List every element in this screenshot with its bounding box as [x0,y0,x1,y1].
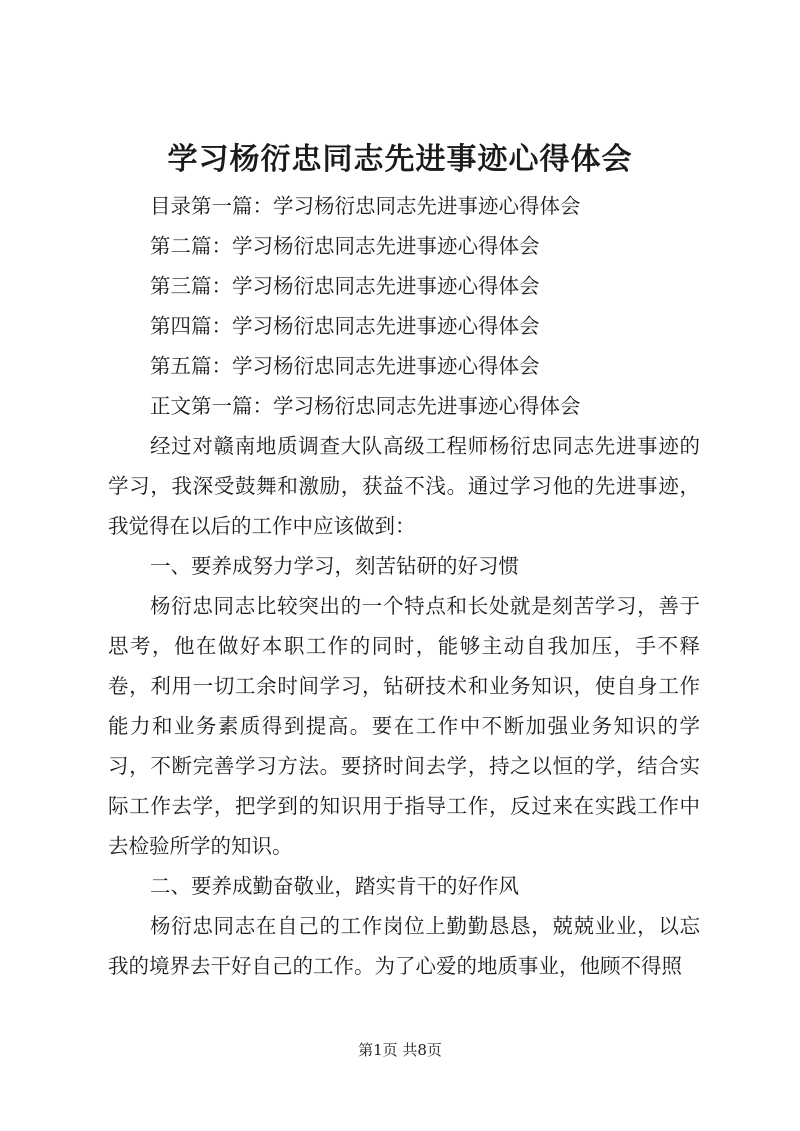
body-paragraph-intro: 经过对赣南地质调查大队高级工程师杨衍忠同志先进事迹的学习，我深受鼓舞和激励，获益不浅。通过学习他的先进事迹，我觉得在以后的工作中应该做到： [108,434,700,538]
section-heading-2: 二、要养成勤奋敬业，踏实肯干的好作风 [150,874,519,898]
document-title: 学习杨衍忠同志先进事迹心得体会 [167,142,633,177]
toc-entry-3: 第三篇：学习杨衍忠同志先进事迹心得体会 [150,274,540,298]
toc-entry-5: 第五篇：学习杨衍忠同志先进事迹心得体会 [150,354,540,378]
document-body [108,186,700,986]
page-footer: 第1页 共8页 [358,1041,442,1059]
body-paragraph-work: 杨衍忠同志在自己的工作岗位上勤勤恳恳，兢兢业业，以忘我的境界去干好自己的工作。为了心爱的地质事业，他顾不得照 [108,914,700,978]
section-heading-1: 一、要养成努力学习，刻苦钻研的好习惯 [150,554,519,578]
toc-entry-4: 第四篇：学习杨衍忠同志先进事迹心得体会 [150,314,540,338]
toc-entry-main: 正文第一篇：学习杨衍忠同志先进事迹心得体会 [150,394,581,418]
body-paragraph-study: 杨衍忠同志比较突出的一个特点和长处就是刻苦学习，善于思考，他在做好本职工作的同时，能够主动自我加压，手不释卷，利用一切工余时间学习，钻研技术和业务知识，使自身工作能力和业务素质得到提高。要在工作中不断加强业务知识的学习，不断完善学习方法。要挤时间去学，持之以恒的学，结合实际工作去学，把学到的知识用于指导工作，反过来在实践工作中去检验所学的知识。 [108,594,700,858]
toc-entry-2: 第二篇：学习杨衍忠同志先进事迹心得体会 [150,234,540,258]
toc-entry-1: 目录第一篇：学习杨衍忠同志先进事迹心得体会 [150,194,581,218]
